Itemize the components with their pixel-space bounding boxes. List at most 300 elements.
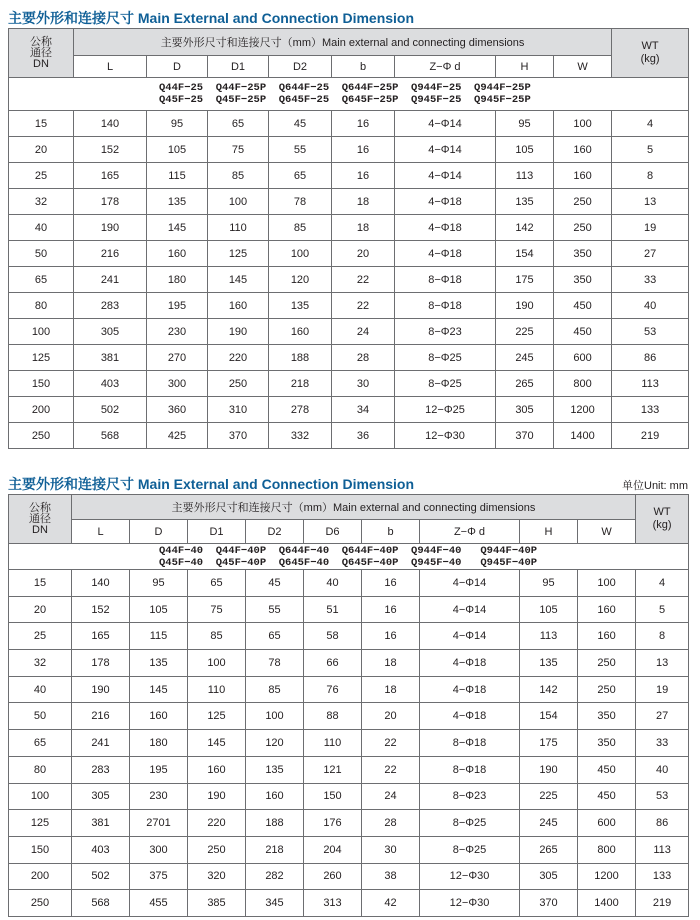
- table-cell: 8−Φ18: [420, 730, 520, 757]
- table-cell: 22: [332, 293, 395, 319]
- table-cell: 95: [520, 570, 578, 597]
- column-header: D1: [188, 520, 246, 544]
- table-cell: 16: [362, 623, 420, 650]
- dimension-table: [8, 494, 689, 917]
- table-cell: 178: [74, 189, 147, 215]
- table-cell: 450: [554, 319, 612, 345]
- dn-cell: 150: [9, 371, 74, 397]
- table-cell: 370: [208, 423, 269, 449]
- table-cell: 230: [130, 783, 188, 810]
- table-cell: 75: [208, 137, 269, 163]
- table-cell: 12−Φ30: [420, 890, 520, 917]
- table-cell: 800: [554, 371, 612, 397]
- table-cell: 600: [554, 345, 612, 371]
- table-cell: 4−Φ14: [420, 596, 520, 623]
- table-cell: 241: [72, 730, 130, 757]
- table-cell: 22: [332, 267, 395, 293]
- table-cell: 332: [269, 423, 332, 449]
- table-cell: 250: [578, 650, 636, 677]
- table-cell: 154: [520, 703, 578, 730]
- table-cell: 278: [269, 397, 332, 423]
- table-cell: 125: [188, 703, 246, 730]
- table-cell: 800: [578, 836, 636, 863]
- group-header: 主要外形尺寸和连接尺寸（mm）Main external and connecting dimensions: [74, 29, 612, 56]
- dn-header-line: DN: [32, 523, 48, 536]
- table-cell: 36: [332, 423, 395, 449]
- table-cell: 4−Φ14: [395, 111, 496, 137]
- table-cell: 140: [74, 111, 147, 137]
- table-cell: 8: [612, 163, 689, 189]
- table-cell: 8−Φ18: [395, 267, 496, 293]
- dn-cell: 65: [9, 267, 74, 293]
- table-cell: 40: [636, 756, 689, 783]
- dn-cell: 40: [9, 676, 72, 703]
- table-cell: 219: [636, 890, 689, 917]
- dn-header-line: 公称: [29, 501, 51, 514]
- table-row: [9, 215, 689, 241]
- table-cell: 8−Φ25: [420, 836, 520, 863]
- dimension-table-section-1: [8, 8, 688, 449]
- table-cell: 86: [612, 345, 689, 371]
- table-cell: 76: [304, 676, 362, 703]
- table-row: [9, 836, 689, 863]
- table-cell: 220: [208, 345, 269, 371]
- table-cell: 350: [554, 241, 612, 267]
- dn-cell: 50: [9, 241, 74, 267]
- table-cell: 34: [332, 397, 395, 423]
- table-cell: 120: [246, 730, 304, 757]
- table-cell: 568: [72, 890, 130, 917]
- table-cell: 13: [636, 650, 689, 677]
- header-row: [9, 29, 689, 56]
- column-header: H: [496, 56, 554, 78]
- table-cell: 27: [636, 703, 689, 730]
- column-header-row: [9, 56, 689, 78]
- dn-cell: 40: [9, 215, 74, 241]
- table-cell: 160: [188, 756, 246, 783]
- table-cell: 24: [332, 319, 395, 345]
- table-cell: 95: [130, 570, 188, 597]
- column-header: Z−Φ d: [395, 56, 496, 78]
- model-numbers: [9, 544, 689, 570]
- table-cell: 65: [269, 163, 332, 189]
- table-cell: 100: [578, 570, 636, 597]
- table-cell: 320: [188, 863, 246, 890]
- table-cell: 4: [612, 111, 689, 137]
- dn-header-line: 公称: [30, 35, 52, 48]
- table-cell: 135: [496, 189, 554, 215]
- table-row: [9, 371, 689, 397]
- table-cell: 160: [578, 596, 636, 623]
- dn-cell: 65: [9, 730, 72, 757]
- table-cell: 115: [130, 623, 188, 650]
- table-cell: 105: [147, 137, 208, 163]
- table-cell: 135: [147, 189, 208, 215]
- model-line: Q45F−40 Q45F−40P Q645F−40 Q645F−40P Q945F−40 Q945F−40P: [159, 556, 538, 569]
- table-cell: 19: [636, 676, 689, 703]
- model-row: [9, 78, 689, 111]
- table-cell: 86: [636, 810, 689, 837]
- dimension-table-section-2: [8, 474, 688, 917]
- table-cell: 216: [74, 241, 147, 267]
- table-cell: 1400: [554, 423, 612, 449]
- column-header: D: [147, 56, 208, 78]
- table-cell: 175: [496, 267, 554, 293]
- dn-cell: 250: [9, 890, 72, 917]
- table-cell: 1200: [578, 863, 636, 890]
- table-cell: 12−Φ30: [420, 863, 520, 890]
- table-cell: 350: [578, 703, 636, 730]
- table-cell: 16: [332, 137, 395, 163]
- table-cell: 305: [74, 319, 147, 345]
- table-row: [9, 189, 689, 215]
- table-cell: 110: [208, 215, 269, 241]
- table-cell: 450: [578, 756, 636, 783]
- model-line: Q45F−25 Q45F−25P Q645F−25 Q645F−25P Q945F−25 Q945F−25P: [159, 94, 531, 106]
- column-header: D6: [304, 520, 362, 544]
- model-line: Q44F−40 Q44F−40P Q644F−40 Q644F−40P Q944F−40 Q944F−40P: [159, 544, 538, 557]
- dn-cell: 25: [9, 623, 72, 650]
- table-cell: 250: [188, 836, 246, 863]
- dn-cell: 80: [9, 293, 74, 319]
- table-row: [9, 570, 689, 597]
- table-cell: 218: [269, 371, 332, 397]
- table-row: [9, 676, 689, 703]
- table-cell: 502: [74, 397, 147, 423]
- table-cell: 5: [636, 596, 689, 623]
- table-cell: 165: [72, 623, 130, 650]
- table-cell: 190: [208, 319, 269, 345]
- dn-cell: 32: [9, 650, 72, 677]
- table-cell: 30: [362, 836, 420, 863]
- table-cell: 350: [554, 267, 612, 293]
- table-cell: 220: [188, 810, 246, 837]
- table-cell: 250: [554, 215, 612, 241]
- table-cell: 250: [208, 371, 269, 397]
- table-cell: 120: [269, 267, 332, 293]
- table-row: [9, 810, 689, 837]
- table-cell: 216: [72, 703, 130, 730]
- table-row: [9, 163, 689, 189]
- table-cell: 27: [612, 241, 689, 267]
- column-header: W: [554, 56, 612, 78]
- table-cell: 241: [74, 267, 147, 293]
- table-row: [9, 423, 689, 449]
- unit-label: 单位Unit: mm: [622, 480, 688, 492]
- table-row: [9, 703, 689, 730]
- table-cell: 105: [496, 137, 554, 163]
- wt-header-line: WT: [641, 40, 659, 52]
- table-cell: 28: [332, 345, 395, 371]
- column-header: W: [578, 520, 636, 544]
- table-cell: 78: [269, 189, 332, 215]
- table-cell: 65: [208, 111, 269, 137]
- table-cell: 502: [72, 863, 130, 890]
- table-cell: 345: [246, 890, 304, 917]
- column-header: Z−Φ d: [420, 520, 520, 544]
- table-body: [9, 570, 689, 917]
- table-cell: 4−Φ18: [420, 650, 520, 677]
- table-cell: 152: [72, 596, 130, 623]
- table-cell: 55: [246, 596, 304, 623]
- table-cell: 375: [130, 863, 188, 890]
- table-cell: 218: [246, 836, 304, 863]
- table-cell: 305: [496, 397, 554, 423]
- table-cell: 40: [304, 570, 362, 597]
- table-cell: 225: [496, 319, 554, 345]
- table-cell: 28: [362, 810, 420, 837]
- table-cell: 305: [72, 783, 130, 810]
- table-cell: 22: [362, 730, 420, 757]
- dn-cell: 32: [9, 189, 74, 215]
- dn-header: [9, 29, 74, 78]
- table-row: [9, 345, 689, 371]
- table-cell: 4: [636, 570, 689, 597]
- table-row: [9, 293, 689, 319]
- table-cell: 18: [362, 650, 420, 677]
- table-row: [9, 783, 689, 810]
- table-cell: 190: [188, 783, 246, 810]
- model-row: [9, 544, 689, 570]
- table-cell: 270: [147, 345, 208, 371]
- table-row: [9, 890, 689, 917]
- table-cell: 152: [74, 137, 147, 163]
- section-title-row: [8, 8, 688, 28]
- table-cell: 4−Φ14: [395, 137, 496, 163]
- dn-cell: 150: [9, 836, 72, 863]
- table-cell: 13: [612, 189, 689, 215]
- table-cell: 160: [554, 137, 612, 163]
- table-cell: 4−Φ14: [395, 163, 496, 189]
- table-cell: 125: [208, 241, 269, 267]
- table-cell: 110: [188, 676, 246, 703]
- table-cell: 30: [332, 371, 395, 397]
- table-cell: 38: [362, 863, 420, 890]
- table-cell: 105: [130, 596, 188, 623]
- column-header: D: [130, 520, 188, 544]
- table-cell: 65: [246, 623, 304, 650]
- column-header: H: [520, 520, 578, 544]
- header-row: [9, 495, 689, 520]
- table-cell: 250: [554, 189, 612, 215]
- table-cell: 135: [520, 650, 578, 677]
- table-cell: 42: [362, 890, 420, 917]
- column-header: L: [74, 56, 147, 78]
- table-row: [9, 863, 689, 890]
- table-cell: 282: [246, 863, 304, 890]
- dn-cell: 50: [9, 703, 72, 730]
- table-cell: 105: [520, 596, 578, 623]
- dn-cell: 200: [9, 397, 74, 423]
- table-cell: 450: [554, 293, 612, 319]
- table-cell: 381: [72, 810, 130, 837]
- model-numbers: [9, 78, 689, 111]
- table-cell: 160: [554, 163, 612, 189]
- table-cell: 133: [636, 863, 689, 890]
- table-cell: 16: [332, 111, 395, 137]
- table-cell: 313: [304, 890, 362, 917]
- table-cell: 113: [612, 371, 689, 397]
- table-cell: 150: [304, 783, 362, 810]
- table-cell: 16: [332, 163, 395, 189]
- dn-header: [9, 495, 72, 544]
- table-cell: 4−Φ18: [395, 241, 496, 267]
- wt-header: [636, 495, 689, 544]
- table-cell: 385: [188, 890, 246, 917]
- table-row: [9, 730, 689, 757]
- table-cell: 160: [208, 293, 269, 319]
- table-cell: 113: [636, 836, 689, 863]
- table-cell: 33: [636, 730, 689, 757]
- column-header: D2: [269, 56, 332, 78]
- table-cell: 18: [332, 189, 395, 215]
- dimension-table: [8, 28, 689, 449]
- wt-header-line: (kg): [640, 53, 660, 65]
- table-cell: 204: [304, 836, 362, 863]
- table-cell: 176: [304, 810, 362, 837]
- table-cell: 154: [496, 241, 554, 267]
- table-cell: 160: [130, 703, 188, 730]
- dn-cell: 200: [9, 863, 72, 890]
- dn-header-line: 通径: [30, 46, 52, 59]
- table-cell: 140: [72, 570, 130, 597]
- table-cell: 135: [269, 293, 332, 319]
- table-cell: 450: [578, 783, 636, 810]
- table-cell: 190: [520, 756, 578, 783]
- table-cell: 53: [612, 319, 689, 345]
- table-cell: 19: [612, 215, 689, 241]
- table-cell: 180: [147, 267, 208, 293]
- table-cell: 16: [362, 596, 420, 623]
- model-line: Q44F−25 Q44F−25P Q644F−25 Q644F−25P Q944F−25 Q944F−25P: [159, 82, 531, 94]
- table-cell: 283: [72, 756, 130, 783]
- table-cell: 45: [246, 570, 304, 597]
- table-cell: 110: [304, 730, 362, 757]
- dn-cell: 15: [9, 111, 74, 137]
- table-cell: 45: [269, 111, 332, 137]
- column-header: D1: [208, 56, 269, 78]
- table-row: [9, 111, 689, 137]
- table-cell: 8: [636, 623, 689, 650]
- column-header: b: [332, 56, 395, 78]
- table-cell: 24: [362, 783, 420, 810]
- table-cell: 4−Φ18: [395, 189, 496, 215]
- table-cell: 16: [362, 570, 420, 597]
- table-cell: 18: [332, 215, 395, 241]
- table-cell: 1400: [578, 890, 636, 917]
- table-cell: 18: [362, 676, 420, 703]
- table-cell: 245: [496, 345, 554, 371]
- table-cell: 75: [188, 596, 246, 623]
- table-cell: 100: [269, 241, 332, 267]
- table-cell: 95: [496, 111, 554, 137]
- table-cell: 180: [130, 730, 188, 757]
- table-cell: 12−Φ30: [395, 423, 496, 449]
- table-cell: 65: [188, 570, 246, 597]
- table-cell: 4−Φ14: [420, 623, 520, 650]
- table-cell: 188: [269, 345, 332, 371]
- table-cell: 370: [520, 890, 578, 917]
- table-cell: 135: [130, 650, 188, 677]
- table-cell: 165: [74, 163, 147, 189]
- wt-header: [612, 29, 689, 78]
- table-row: [9, 650, 689, 677]
- table-cell: 145: [188, 730, 246, 757]
- table-cell: 370: [496, 423, 554, 449]
- table-cell: 230: [147, 319, 208, 345]
- table-cell: 145: [147, 215, 208, 241]
- table-cell: 100: [246, 703, 304, 730]
- table-cell: 135: [246, 756, 304, 783]
- table-row: [9, 137, 689, 163]
- table-cell: 188: [246, 810, 304, 837]
- dn-cell: 100: [9, 783, 72, 810]
- table-cell: 113: [496, 163, 554, 189]
- group-header: 主要外形尺寸和连接尺寸（mm）Main external and connecting dimensions: [72, 495, 636, 520]
- table-cell: 195: [147, 293, 208, 319]
- section-title: 主要外形和连接尺寸 Main External and Connection Dimension: [8, 10, 415, 26]
- table-cell: 55: [269, 137, 332, 163]
- column-header: b: [362, 520, 420, 544]
- table-cell: 88: [304, 703, 362, 730]
- table-cell: 305: [520, 863, 578, 890]
- table-body: [9, 111, 689, 449]
- table-cell: 145: [208, 267, 269, 293]
- table-cell: 133: [612, 397, 689, 423]
- table-row: [9, 623, 689, 650]
- table-cell: 455: [130, 890, 188, 917]
- dn-cell: 125: [9, 345, 74, 371]
- table-cell: 190: [72, 676, 130, 703]
- table-cell: 85: [269, 215, 332, 241]
- section-title-row: [8, 474, 688, 494]
- column-header: D2: [246, 520, 304, 544]
- wt-header-line: (kg): [652, 519, 672, 531]
- table-cell: 20: [362, 703, 420, 730]
- table-row: [9, 319, 689, 345]
- table-cell: 78: [246, 650, 304, 677]
- dn-cell: 125: [9, 810, 72, 837]
- table-cell: 175: [520, 730, 578, 757]
- column-header-row: [9, 520, 689, 544]
- table-cell: 195: [130, 756, 188, 783]
- table-cell: 300: [130, 836, 188, 863]
- table-cell: 4−Φ18: [420, 676, 520, 703]
- table-cell: 142: [520, 676, 578, 703]
- table-row: [9, 756, 689, 783]
- dn-cell: 15: [9, 570, 72, 597]
- table-cell: 381: [74, 345, 147, 371]
- table-cell: 600: [578, 810, 636, 837]
- table-cell: 160: [578, 623, 636, 650]
- table-cell: 250: [578, 676, 636, 703]
- table-cell: 51: [304, 596, 362, 623]
- table-cell: 160: [269, 319, 332, 345]
- table-cell: 265: [496, 371, 554, 397]
- table-cell: 22: [362, 756, 420, 783]
- table-cell: 8−Φ25: [420, 810, 520, 837]
- table-cell: 2701: [130, 810, 188, 837]
- table-cell: 245: [520, 810, 578, 837]
- table-row: [9, 241, 689, 267]
- table-cell: 40: [612, 293, 689, 319]
- table-cell: 568: [74, 423, 147, 449]
- table-cell: 100: [554, 111, 612, 137]
- table-cell: 5: [612, 137, 689, 163]
- dn-cell: 20: [9, 596, 72, 623]
- table-cell: 115: [147, 163, 208, 189]
- table-cell: 113: [520, 623, 578, 650]
